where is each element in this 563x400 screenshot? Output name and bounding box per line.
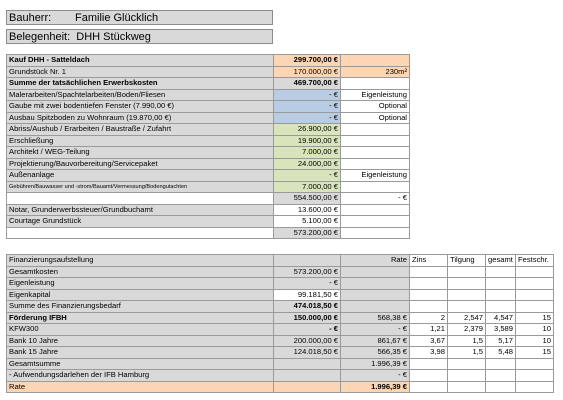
bauherr-field [6, 10, 273, 25]
loan-amount[interactable]: 200.000,00 € [274, 335, 341, 347]
cost-value[interactable]: 7.000,00 € [274, 147, 341, 159]
finanzbedarf-row [7, 301, 554, 313]
loan-fest[interactable]: 15 [516, 347, 554, 359]
aufwendung-label[interactable]: - Aufwendungsdarlehen der IFB Hamburg [7, 370, 274, 382]
rate-value[interactable]: 1.996,39 € [341, 381, 410, 393]
gesamtkosten-row [7, 266, 554, 278]
cost-label[interactable]: Projektierung/Bauvorbereitung/Servicepaket [7, 158, 274, 170]
empty-cell[interactable] [486, 278, 516, 290]
empty-cell[interactable] [341, 278, 410, 290]
loan-fest[interactable]: 10 [516, 335, 554, 347]
subtotal-row [7, 193, 410, 205]
empty-cell[interactable] [486, 301, 516, 313]
notar-value[interactable]: 13.600,00 € [274, 204, 341, 216]
cost-value[interactable]: 24.000,00 € [274, 158, 341, 170]
col-festschr[interactable]: Festschr. [516, 255, 554, 267]
col-tilgung[interactable]: Tilgung [448, 255, 486, 267]
gesamtkosten-label[interactable]: Gesamtkosten [7, 266, 274, 278]
loan-zins[interactable]: 2 [410, 312, 448, 324]
summe-value[interactable]: 469.700,00 € [274, 78, 341, 90]
grundstueck-label[interactable]: Grundstück Nr. 1 [7, 66, 274, 78]
empty-cell[interactable] [448, 278, 486, 290]
empty-cell[interactable] [516, 301, 554, 313]
grundstueck-row [7, 66, 410, 78]
loan-tilgung[interactable]: 2,379 [448, 324, 486, 336]
eigenleistung-row [7, 278, 554, 290]
empty-cell[interactable] [448, 370, 486, 382]
cost-row [7, 135, 410, 147]
cost-label[interactable]: Erschließung [7, 135, 274, 147]
loan-gesamt[interactable]: 5,17 [486, 335, 516, 347]
empty-cell[interactable] [341, 301, 410, 313]
grundstueck-area[interactable]: 230m² [341, 66, 410, 78]
loan-tilgung[interactable]: 2,547 [448, 312, 486, 324]
aufwendung-row [7, 370, 554, 382]
empty-cell[interactable] [486, 266, 516, 278]
cost-row [7, 124, 410, 136]
loan-tilgung[interactable]: 1,5 [448, 347, 486, 359]
empty-cell[interactable] [410, 358, 448, 370]
courtage-row [7, 216, 410, 228]
cost-row [7, 89, 410, 101]
total-row [7, 227, 410, 239]
empty-cell[interactable] [274, 381, 341, 393]
empty-cell[interactable] [486, 381, 516, 393]
cost-value[interactable]: 7.000,00 € [274, 181, 341, 193]
empty-cell[interactable] [486, 358, 516, 370]
cost-label[interactable]: Gebühren/Bauwasser und -strom/Bauamt/Vermessung/Bodengutachten [7, 181, 274, 193]
loan-label[interactable]: KFW300 [7, 324, 274, 336]
cost-note[interactable] [341, 135, 410, 147]
loan-rate[interactable]: 568,38 € [341, 312, 410, 324]
cost-note[interactable]: Eigenleistung [341, 89, 410, 101]
loan-amount[interactable]: 150.000,00 € [274, 312, 341, 324]
courtage-value[interactable]: 5.100,00 € [274, 216, 341, 228]
notar-extra[interactable] [341, 204, 410, 216]
finanzbedarf-value[interactable]: 474.018,50 € [274, 301, 341, 313]
finanz-title[interactable]: Finanzierungsaufstellung [7, 255, 274, 267]
cost-note[interactable] [341, 147, 410, 159]
cost-value[interactable]: 26.900,00 € [274, 124, 341, 136]
empty-cell[interactable] [410, 289, 448, 301]
empty-cell[interactable] [410, 370, 448, 382]
belegenheit-label: Belegenheit: [9, 31, 71, 43]
finanz-table [6, 254, 554, 393]
loan-fest[interactable]: 10 [516, 324, 554, 336]
col-zins[interactable]: Zins [410, 255, 448, 267]
finanz-header-empty[interactable] [274, 255, 341, 267]
empty-cell[interactable] [486, 289, 516, 301]
cost-label[interactable]: Abriss/Aushub / Erarbeiten / Baustraße / Zufahrt [7, 124, 274, 136]
bauherr-value: Familie Glücklich [75, 12, 159, 24]
cost-row [7, 158, 410, 170]
cost-label[interactable]: Außenanlage [7, 170, 274, 182]
loan-row [7, 335, 554, 347]
cost-row [7, 112, 410, 124]
cost-note[interactable] [341, 158, 410, 170]
summe-label[interactable]: Summe der tatsächlichen Erwerbskosten [7, 78, 274, 90]
cost-note[interactable]: Eigenleistung [341, 170, 410, 182]
cost-note[interactable] [341, 124, 410, 136]
subtotal-value[interactable]: 554.500,00 € [274, 193, 341, 205]
loan-rate[interactable]: 861,67 € [341, 335, 410, 347]
notar-row [7, 204, 410, 216]
gesamtsumme-rate[interactable]: 1.996,39 € [341, 358, 410, 370]
grundstueck-value[interactable]: 170.000,00 € [274, 66, 341, 78]
empty-cell[interactable] [410, 301, 448, 313]
eigenleistung-label[interactable]: Eigenleistung [7, 278, 274, 290]
cost-label[interactable]: Malerarbeiten/Spachtelarbeiten/Boden/Fliesen [7, 89, 274, 101]
col-gesamt[interactable]: gesamt [486, 255, 516, 267]
loan-gesamt[interactable]: 5,48 [486, 347, 516, 359]
cost-note[interactable] [341, 181, 410, 193]
summe-row [7, 78, 410, 90]
empty-cell[interactable] [410, 266, 448, 278]
total-extra[interactable] [341, 227, 410, 239]
belegenheit-value: DHH Stückweg [76, 31, 151, 43]
cost-row [7, 101, 410, 113]
cost-value[interactable]: - € [274, 89, 341, 101]
empty-cell[interactable] [486, 370, 516, 382]
cost-value[interactable]: 19.900,00 € [274, 135, 341, 147]
empty-cell[interactable] [274, 358, 341, 370]
cost-row [7, 181, 410, 193]
loan-tilgung[interactable]: 1,5 [448, 335, 486, 347]
empty-cell[interactable] [448, 289, 486, 301]
loan-label[interactable]: Bank 15 Jahre [7, 347, 274, 359]
courtage-extra[interactable] [341, 216, 410, 228]
loan-gesamt[interactable]: 3,589 [486, 324, 516, 336]
finanz-header-row [7, 255, 554, 267]
total-value[interactable]: 573.200,00 € [274, 227, 341, 239]
cost-value[interactable]: - € [274, 101, 341, 113]
empty-cell[interactable] [341, 266, 410, 278]
cost-row [7, 170, 410, 182]
subtotal-extra[interactable]: - € [341, 193, 410, 205]
rate-label[interactable]: Rate [7, 381, 274, 393]
cost-label[interactable]: Gaube mit zwei bodentiefen Fenster (7.990,00 €) [7, 101, 274, 113]
loan-amount[interactable]: - € [274, 324, 341, 336]
cost-label[interactable]: Architekt / WEG-Teilung [7, 147, 274, 159]
loan-label[interactable]: Bank 10 Jahre [7, 335, 274, 347]
cost-note[interactable]: Optional [341, 112, 410, 124]
gesamtkosten-value[interactable]: 573.200,00 € [274, 266, 341, 278]
notar-label[interactable]: Notar, Grunderwerbssteuer/Grundbuchamt [7, 204, 274, 216]
empty-cell[interactable] [516, 381, 554, 393]
empty-cell[interactable] [516, 370, 554, 382]
total-label[interactable] [7, 227, 274, 239]
aufwendung-rate[interactable]: - € [341, 370, 410, 382]
loan-rate[interactable]: - € [341, 324, 410, 336]
loan-row [7, 312, 554, 324]
rate-row [7, 381, 554, 393]
kauf-title-row [7, 55, 410, 67]
loan-row [7, 347, 554, 359]
gesamtsumme-row [7, 358, 554, 370]
eigenkapital-label[interactable]: Eigenkapital [7, 289, 274, 301]
finanzbedarf-label[interactable]: Summe des Finanzierungsbedarf [7, 301, 274, 313]
loan-zins[interactable]: 3,98 [410, 347, 448, 359]
kauf-table [6, 54, 410, 239]
belegenheit-field [6, 29, 273, 44]
empty-cell[interactable] [516, 266, 554, 278]
cost-value[interactable]: - € [274, 112, 341, 124]
col-rate[interactable]: Rate [341, 255, 410, 267]
cost-note[interactable]: Optional [341, 101, 410, 113]
empty-cell[interactable] [410, 381, 448, 393]
empty-cell[interactable] [516, 278, 554, 290]
eigenleistung-value[interactable]: - € [274, 278, 341, 290]
kauf-title[interactable]: Kauf DHH - Satteldach [7, 55, 274, 67]
loan-zins[interactable]: 1,21 [410, 324, 448, 336]
eigenkapital-value[interactable]: 99.181,50 € [274, 289, 341, 301]
cost-label[interactable]: Ausbau Spitzboden zu Wohnraum (19.870,00 €) [7, 112, 274, 124]
courtage-label[interactable]: Courtage Grundstück [7, 216, 274, 228]
cost-row [7, 147, 410, 159]
loan-fest[interactable]: 15 [516, 312, 554, 324]
empty-cell[interactable] [448, 358, 486, 370]
loan-amount[interactable]: 124.018,50 € [274, 347, 341, 359]
empty-cell[interactable] [448, 381, 486, 393]
loan-gesamt[interactable]: 4,547 [486, 312, 516, 324]
bauherr-label: Bauherr: [9, 12, 52, 24]
loan-rate[interactable]: 566,35 € [341, 347, 410, 359]
kauf-title-value[interactable]: 299.700,00 € [274, 55, 341, 67]
kauf-title-extra[interactable] [341, 55, 410, 67]
empty-cell[interactable] [448, 301, 486, 313]
empty-cell[interactable] [274, 370, 341, 382]
subtotal-label[interactable] [7, 193, 274, 205]
cost-value[interactable]: - € [274, 170, 341, 182]
empty-cell[interactable] [448, 266, 486, 278]
empty-cell[interactable] [410, 278, 448, 290]
loan-row [7, 324, 554, 336]
loan-label[interactable]: Förderung IFBH [7, 312, 274, 324]
eigenkapital-row [7, 289, 554, 301]
summe-extra[interactable] [341, 78, 410, 90]
empty-cell[interactable] [516, 358, 554, 370]
gesamtsumme-label[interactable]: Gesamtsumme [7, 358, 274, 370]
empty-cell[interactable] [341, 289, 410, 301]
empty-cell[interactable] [516, 289, 554, 301]
loan-zins[interactable]: 3,67 [410, 335, 448, 347]
